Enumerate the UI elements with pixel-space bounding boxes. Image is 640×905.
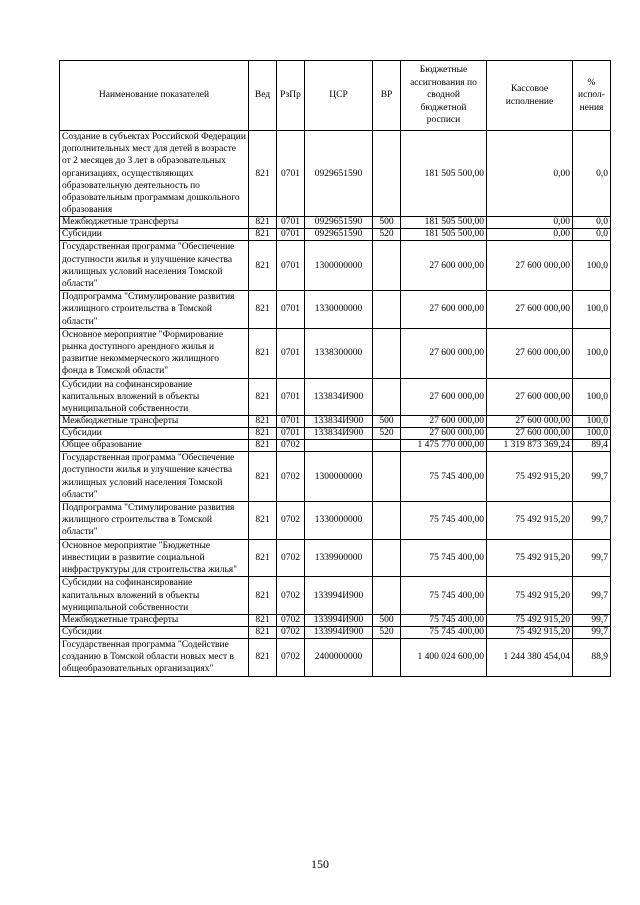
col-header-pct: % испол-нения — [573, 61, 611, 131]
col-header-cash: Кассовое исполнение — [487, 61, 573, 131]
cell-rzpr: 0701 — [277, 328, 305, 378]
cell-cash: 27 600 000,00 — [487, 428, 573, 440]
cell-pct: 100,0 — [573, 428, 611, 440]
cell-name: Государственная программа "Обеспечение доступности жилья и улучшение качества жилищных условий населения Томской области" — [60, 452, 249, 502]
cell-cash: 75 492 915,20 — [487, 577, 573, 615]
cell-cash: 75 492 915,20 — [487, 452, 573, 502]
col-header-assignments: Бюджетные ассигнования по сводной бюджетной росписи — [401, 61, 487, 131]
cell-pct: 99,7 — [573, 614, 611, 626]
cell-name: Субсидии — [60, 229, 249, 241]
col-header-ved: Вед — [249, 61, 277, 131]
cell-assignments: 75 745 400,00 — [401, 452, 487, 502]
cell-assignments: 27 600 000,00 — [401, 328, 487, 378]
table-row — [60, 428, 611, 440]
cell-csr: 133994И900 — [305, 626, 373, 638]
cell-csr: 1330000000 — [305, 502, 373, 540]
cell-vr: 520 — [373, 626, 401, 638]
cell-ved: 821 — [249, 378, 277, 416]
cell-pct: 99,7 — [573, 452, 611, 502]
cell-ved: 821 — [249, 131, 277, 217]
cell-vr: 520 — [373, 428, 401, 440]
cell-name: Общее образование — [60, 440, 249, 452]
cell-pct: 99,7 — [573, 577, 611, 615]
budget-table — [59, 60, 611, 677]
cell-vr — [373, 502, 401, 540]
cell-pct: 89,4 — [573, 440, 611, 452]
cell-pct: 100,0 — [573, 378, 611, 416]
cell-vr: 520 — [373, 229, 401, 241]
cell-csr: 0929651590 — [305, 229, 373, 241]
cell-name: Государственная программа "Обеспечение доступности жилья и улучшение качества жилищных условий населения Томской области" — [60, 241, 249, 291]
table-row — [60, 416, 611, 428]
cell-vr — [373, 452, 401, 502]
cell-vr — [373, 241, 401, 291]
cell-pct: 0,0 — [573, 217, 611, 229]
table-row — [60, 626, 611, 638]
col-header-name: Наименование показателей — [60, 61, 249, 131]
cell-assignments: 181 505 500,00 — [401, 229, 487, 241]
cell-pct: 99,7 — [573, 502, 611, 540]
cell-csr: 1338300000 — [305, 328, 373, 378]
cell-cash: 75 492 915,20 — [487, 502, 573, 540]
cell-ved: 821 — [249, 428, 277, 440]
cell-assignments: 27 600 000,00 — [401, 416, 487, 428]
cell-csr: 1300000000 — [305, 241, 373, 291]
col-header-csr: ЦСР — [305, 61, 373, 131]
table-row — [60, 577, 611, 615]
cell-pct: 99,7 — [573, 539, 611, 577]
cell-rzpr: 0701 — [277, 241, 305, 291]
cell-assignments: 75 745 400,00 — [401, 614, 487, 626]
table-row — [60, 638, 611, 676]
col-header-rzpr: РзПр — [277, 61, 305, 131]
table-row — [60, 502, 611, 540]
cell-rzpr: 0701 — [277, 378, 305, 416]
cell-cash: 75 492 915,20 — [487, 614, 573, 626]
cell-name: Межбюджетные трансферты — [60, 217, 249, 229]
cell-ved: 821 — [249, 577, 277, 615]
cell-rzpr: 0701 — [277, 428, 305, 440]
cell-csr: 133994И900 — [305, 614, 373, 626]
cell-pct: 0,0 — [573, 229, 611, 241]
cell-ved: 821 — [249, 614, 277, 626]
cell-cash: 1 319 873 369,24 — [487, 440, 573, 452]
cell-name: Межбюджетные трансферты — [60, 416, 249, 428]
cell-name: Подпрограмма "Стимулирование развития жилищного строительства в Томской области" — [60, 502, 249, 540]
cell-csr: 0929651590 — [305, 131, 373, 217]
cell-pct: 100,0 — [573, 241, 611, 291]
cell-csr: 133834И900 — [305, 416, 373, 428]
cell-assignments: 75 745 400,00 — [401, 539, 487, 577]
cell-cash: 27 600 000,00 — [487, 328, 573, 378]
cell-assignments: 181 505 500,00 — [401, 131, 487, 217]
table-row — [60, 539, 611, 577]
table-row — [60, 241, 611, 291]
col-header-vr: ВР — [373, 61, 401, 131]
cell-rzpr: 0701 — [277, 131, 305, 217]
cell-rzpr: 0702 — [277, 440, 305, 452]
cell-pct: 88,9 — [573, 638, 611, 676]
cell-vr — [373, 291, 401, 329]
table-header-row — [60, 61, 611, 131]
table-row — [60, 452, 611, 502]
cell-csr: 133994И900 — [305, 577, 373, 615]
cell-cash: 27 600 000,00 — [487, 378, 573, 416]
cell-name: Государственная программа "Содействие созданию в Томской области новых мест в общеобразовательных организациях" — [60, 638, 249, 676]
cell-rzpr: 0702 — [277, 577, 305, 615]
cell-ved: 821 — [249, 539, 277, 577]
cell-name: Субсидии — [60, 428, 249, 440]
cell-csr: 133834И900 — [305, 428, 373, 440]
table-row — [60, 440, 611, 452]
cell-cash: 27 600 000,00 — [487, 416, 573, 428]
cell-ved: 821 — [249, 241, 277, 291]
cell-ved: 821 — [249, 328, 277, 378]
cell-rzpr: 0702 — [277, 638, 305, 676]
cell-rzpr: 0701 — [277, 291, 305, 329]
cell-rzpr: 0702 — [277, 614, 305, 626]
cell-assignments: 75 745 400,00 — [401, 577, 487, 615]
cell-name: Межбюджетные трансферты — [60, 614, 249, 626]
cell-rzpr: 0701 — [277, 416, 305, 428]
cell-csr: 2400000000 — [305, 638, 373, 676]
cell-assignments: 181 505 500,00 — [401, 217, 487, 229]
cell-assignments: 27 600 000,00 — [401, 428, 487, 440]
cell-cash: 75 492 915,20 — [487, 626, 573, 638]
cell-ved: 821 — [249, 229, 277, 241]
cell-cash: 27 600 000,00 — [487, 241, 573, 291]
cell-vr: 500 — [373, 614, 401, 626]
cell-rzpr: 0701 — [277, 229, 305, 241]
table-row — [60, 131, 611, 217]
cell-rzpr: 0702 — [277, 539, 305, 577]
table-row — [60, 229, 611, 241]
cell-vr — [373, 328, 401, 378]
cell-vr: 500 — [373, 217, 401, 229]
table-body — [60, 131, 611, 677]
cell-cash: 1 244 380 454,04 — [487, 638, 573, 676]
cell-name: Субсидии — [60, 626, 249, 638]
cell-assignments: 75 745 400,00 — [401, 626, 487, 638]
table-row — [60, 328, 611, 378]
cell-csr: 1339900000 — [305, 539, 373, 577]
cell-pct: 100,0 — [573, 328, 611, 378]
cell-csr: 1330000000 — [305, 291, 373, 329]
cell-pct: 100,0 — [573, 291, 611, 329]
cell-name: Создание в субъектах Российской Федерации дополнительных мест для детей в возрасте от 2 месяцев до 3 лет в образовательных организациях, осуществляющих образовательную деятельность по образовательным программам дошкольного образования — [60, 131, 249, 217]
table-row — [60, 378, 611, 416]
cell-assignments: 27 600 000,00 — [401, 291, 487, 329]
cell-pct: 0,0 — [573, 131, 611, 217]
cell-rzpr: 0701 — [277, 217, 305, 229]
cell-name: Основное мероприятие "Бюджетные инвестиции в развитие социальной инфраструктуры для строительства жилья" — [60, 539, 249, 577]
cell-assignments: 27 600 000,00 — [401, 378, 487, 416]
cell-vr — [373, 638, 401, 676]
cell-rzpr: 0702 — [277, 502, 305, 540]
cell-ved: 821 — [249, 291, 277, 329]
cell-ved: 821 — [249, 416, 277, 428]
cell-name: Субсидии на софинансирование капитальных вложений в объекты муниципальной собственности — [60, 378, 249, 416]
cell-ved: 821 — [249, 502, 277, 540]
cell-ved: 821 — [249, 440, 277, 452]
cell-assignments: 27 600 000,00 — [401, 241, 487, 291]
cell-pct: 99,7 — [573, 626, 611, 638]
cell-ved: 821 — [249, 452, 277, 502]
cell-vr — [373, 577, 401, 615]
cell-csr: 1300000000 — [305, 452, 373, 502]
cell-vr — [373, 131, 401, 217]
cell-cash: 0,00 — [487, 217, 573, 229]
table-row — [60, 291, 611, 329]
cell-cash: 27 600 000,00 — [487, 291, 573, 329]
cell-vr: 500 — [373, 416, 401, 428]
cell-ved: 821 — [249, 626, 277, 638]
cell-csr — [305, 440, 373, 452]
cell-cash: 0,00 — [487, 131, 573, 217]
cell-cash: 75 492 915,20 — [487, 539, 573, 577]
cell-cash: 0,00 — [487, 229, 573, 241]
cell-assignments: 1 400 024 600,00 — [401, 638, 487, 676]
cell-rzpr: 0702 — [277, 626, 305, 638]
cell-vr — [373, 378, 401, 416]
cell-csr: 0929651590 — [305, 217, 373, 229]
cell-ved: 821 — [249, 217, 277, 229]
table-row — [60, 614, 611, 626]
cell-assignments: 75 745 400,00 — [401, 502, 487, 540]
cell-assignments: 1 475 770 000,00 — [401, 440, 487, 452]
cell-vr — [373, 440, 401, 452]
cell-csr: 133834И900 — [305, 378, 373, 416]
cell-rzpr: 0702 — [277, 452, 305, 502]
cell-name: Подпрограмма "Стимулирование развития жилищного строительства в Томской области" — [60, 291, 249, 329]
cell-name: Субсидии на софинансирование капитальных вложений в объекты муниципальной собственности — [60, 577, 249, 615]
cell-vr — [373, 539, 401, 577]
cell-pct: 100,0 — [573, 416, 611, 428]
table-row — [60, 217, 611, 229]
page-number: 150 — [311, 857, 329, 871]
cell-name: Основное мероприятие "Формирование рынка доступного арендного жилья и развитие некоммерческого жилищного фонда в Томской области" — [60, 328, 249, 378]
cell-ved: 821 — [249, 638, 277, 676]
